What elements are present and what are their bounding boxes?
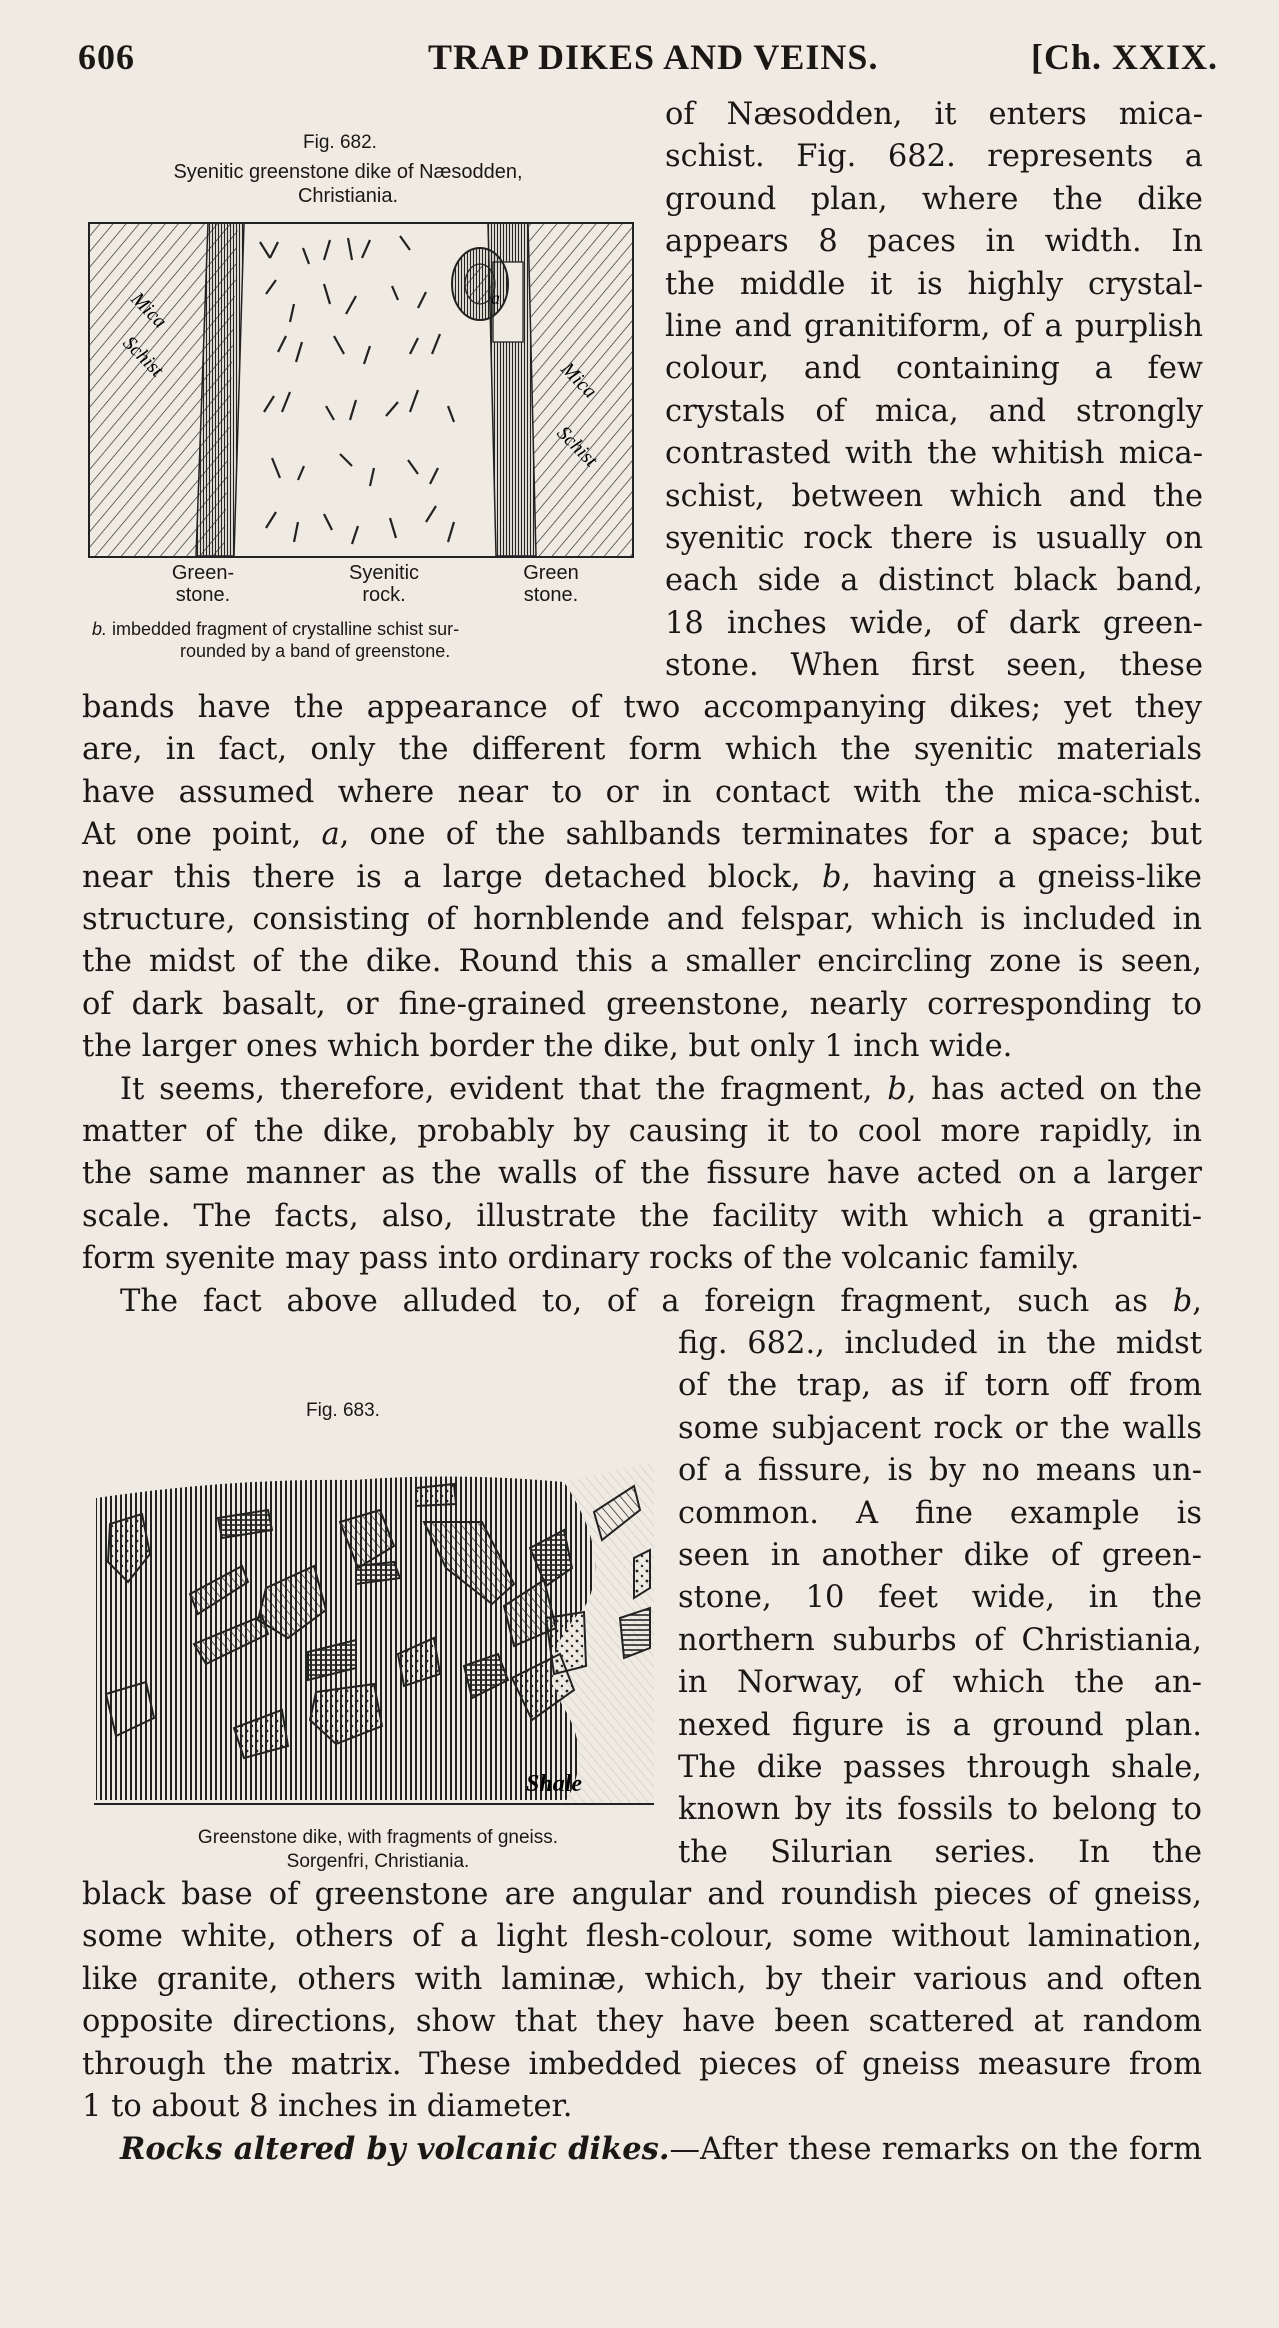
text-line: through the matrix. These imbedded pieces of gneiss measure from [82,2046,1202,2082]
fig683-caption-line2: Sorgenfri, Christiania. [286,1851,470,1872]
label-mica-right: Mica [556,357,602,403]
text-line: crystals of mica, and strongly [665,393,1203,429]
text-line: form syenite may pass into ordinary rocks of the volcanic family. [82,1241,1080,1277]
text-line: black base of greenstone are angular and roundish pieces of gneiss, [82,1877,1202,1912]
fig683-caption [88,1826,668,1874]
text-line: in Norway, of which the an- [678,1665,1202,1701]
text-line: have assumed where near to or in contact with the mica-schist. [82,774,1202,810]
running-head [78,36,1218,86]
text-line: stone. When first seen, these [665,648,1203,684]
text-line: northern suburbs of Christiania, [678,1622,1202,1658]
text-line: of a fissure, is by no means un- [678,1453,1202,1489]
fig682-title-line1: Syenitic greenstone dike of Næsodden, [173,161,523,183]
text-line: At one point, a, one of the sahlbands terminates for a space; but [82,817,1202,853]
fig683-diagram [94,1458,656,1818]
text-line: line and granitiform, of a purplish [665,309,1203,345]
label-a: a [491,288,500,308]
text-line: nexed figure is a ground plan. [678,1707,1202,1743]
text-line: The fact above alluded to, of a foreign fragment, such as b, [120,1283,1202,1319]
fig682-label: Fig. 682. [303,132,377,153]
text-line: each side a distinct black band, [665,563,1203,599]
note-line1: imbedded fragment of crystalline schist sur- [112,619,460,639]
text-line: opposite directions, show that they have been scattered at random [82,2004,1202,2040]
text-line: some white, others of a light flesh-colour, some without lamination, [82,1919,1202,1955]
chapter-label: [Ch. XXIX. [1030,37,1218,77]
text-line: the same manner as the walls of the fissure have acted on a larger [82,1156,1202,1192]
text-line: the Silurian series. In the [678,1834,1202,1870]
text-line: schist, between which and the [665,478,1203,514]
text-line: scale. The facts, also, illustrate the facility with which a graniti- [82,1198,1202,1234]
text-line: ground plan, where the dike [665,181,1203,217]
label-mica-left: Mica [126,287,172,333]
text-line: the middle it is highly crystal- [665,266,1203,302]
text-line: structure, consisting of hornblende and felspar, which is included in [82,902,1202,938]
col1-label-line2: stone. [175,584,231,606]
text-line: 18 inches wide, of dark green- [665,605,1203,641]
text-line: syenitic rock there is usually on [665,521,1203,557]
fig682-title [118,160,578,208]
text-line: near this there is a large detached block, b, having a gneiss-like [82,859,1202,895]
text-line: common. A fine example is [678,1495,1202,1531]
text-line: stone, 10 feet wide, in the [678,1580,1202,1616]
text-line: the larger ones which border the dike, but only 1 inch wide. [82,1029,1013,1065]
col3-label-line2: stone. [523,584,579,606]
fig683-label: Fig. 683. [306,1400,380,1421]
col2-label-line2: rock. [362,584,406,606]
text-line: appears 8 paces in width. In [665,224,1203,260]
text-line: like granite, others with laminæ, which, by their various and often [82,1961,1202,1997]
text-line: bands have the appearance of two accompanying dikes; yet they [82,690,1202,725]
text-line: of dark basalt, or fine-grained greenstone, nearly corresponding to [82,986,1202,1022]
page-number: 606 [78,37,135,77]
fig682-diagram [88,222,634,558]
text-line: fig. 682., included in the midst [678,1326,1202,1361]
text-column-right-1 [665,94,1203,688]
text-line: matter of the dike, probably by causing it to cool more rapidly, in [82,1114,1202,1150]
label-shale: Shale [526,1771,583,1797]
text-line: colour, and containing a few [665,351,1203,387]
text-block-full-2 [82,1874,1202,2172]
text-line: known by its fossils to belong to [678,1792,1202,1828]
label-schist-right: Schist [552,421,602,472]
text-line: are, in fact, only the different form which the syenitic materials [82,732,1202,768]
text-line: of the trap, as if torn off from [678,1368,1202,1404]
col1-label-line1: Green- [171,562,235,584]
section-heading-line: Rocks altered by volcanic dikes.—After these remarks on the form [120,2131,1202,2168]
text-line: of Næsodden, it enters mica- [665,97,1203,132]
text-column-right-2 [678,1323,1202,1874]
col3-label-line1: Green [523,562,579,584]
label-schist-left: Schist [118,331,168,382]
text-line: some subjacent rock or the walls [678,1410,1202,1446]
col2-label-line1: Syenitic [348,562,420,584]
text-line: schist. Fig. 682. represents a [665,139,1203,175]
text-line: 1 to about 8 inches in diameter. [82,2089,573,2125]
text-line: The dike passes through shale, [678,1750,1202,1786]
fig683-caption-line1: Greenstone dike, with fragments of gneiss. [197,1827,559,1848]
syenitic-crystal-marks [260,236,454,544]
text-line: contrasted with the whitish mica- [665,436,1203,472]
text-line: It seems, therefore, evident that the fragment, b, has acted on the [120,1071,1203,1107]
running-title: TRAP DIKES AND VEINS. [428,37,879,77]
text-line: the midst of the dike. Round this a smaller encircling zone is seen, [82,944,1202,980]
section-heading: Rocks altered by volcanic dikes. [120,2131,670,2168]
text-block-full-1 [82,687,1202,1323]
fig682-title-line2: Christiania. [297,185,399,207]
fig682-note [92,618,652,662]
text-line: seen in another dike of green- [678,1538,1202,1574]
note-prefix-b: b. [92,619,108,639]
note-line2: rounded by a band of greenstone. [180,641,451,661]
